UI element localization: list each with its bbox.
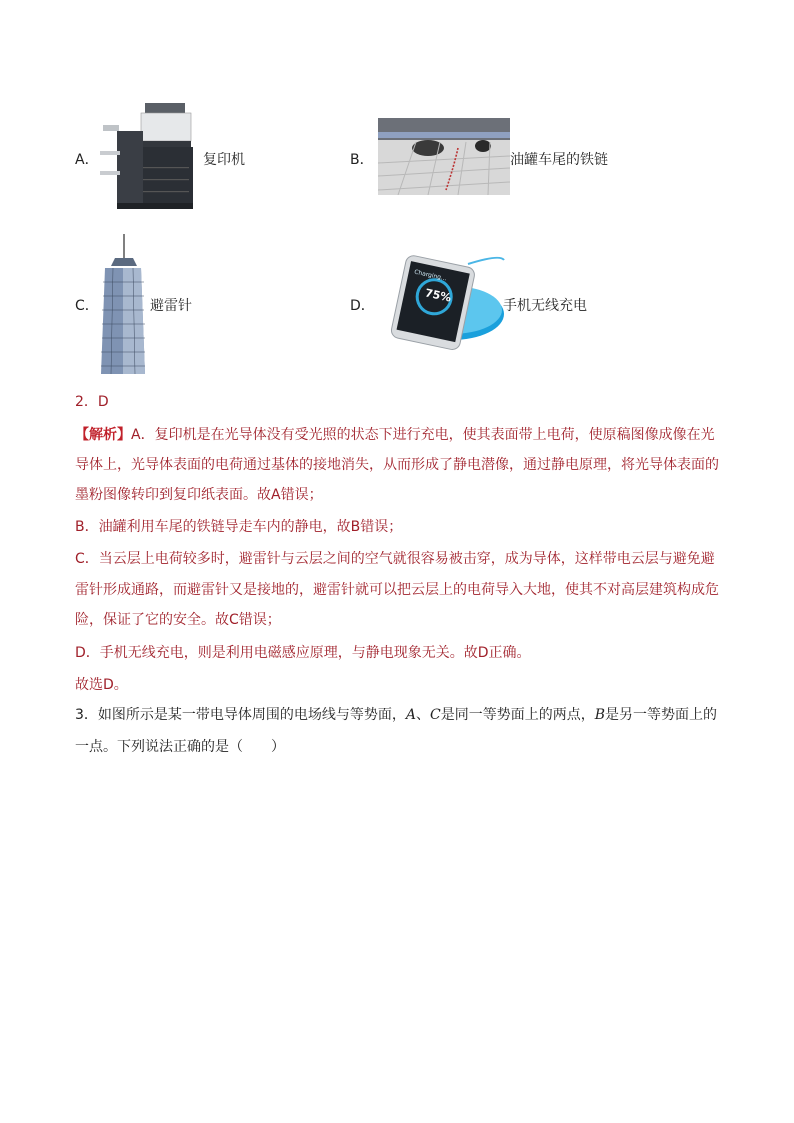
analysis-line-8: D．手机无线充电，则是利用电磁感应原理，与静电现象无关。故D正确。 [75, 645, 531, 661]
analysis-line-1 [75, 425, 715, 445]
option-a-letter: A． [75, 152, 99, 168]
analysis-line-4: B．油罐利用车尾的铁链导走车内的静电，故B错误； [75, 519, 403, 535]
question-3-separator: 、 [416, 707, 431, 723]
skyscraper-lightning-rod-image [97, 232, 149, 380]
option-c-caption: 避雷针 [150, 298, 192, 314]
analysis-line-5: C．当云层上电荷较多时，避雷针与云层之间的空气就很容易被击穿，成为导体，这样带电云层与避免避 [75, 551, 715, 567]
question-3-line-2: 一点。下列说法正确的是（ ） [75, 739, 285, 755]
question-3-text-c: 是另一等势面上的 [605, 707, 718, 723]
question-3-text-b: 是同一等势面上的两点， [440, 707, 595, 723]
option-c-letter: C． [75, 298, 99, 314]
phone-wireless-charging-image [380, 252, 506, 358]
option-d-caption: 手机无线充电 [503, 298, 587, 314]
phone-battery-percent: 75% [423, 286, 453, 305]
analysis-line-6: 雷针形成通路，而避雷针又是接地的，避雷针就可以把云层上的电荷导入大地，使其不对高层建筑构成危 [75, 582, 719, 598]
option-b-letter: B． [350, 152, 374, 168]
tanker-chain-image [378, 118, 510, 195]
option-a-caption: 复印机 [203, 152, 245, 168]
answer-line: 2．D [75, 394, 109, 410]
point-c-label: C [430, 707, 441, 723]
question-3-text-a: 3．如图所示是某一带电导体周围的电场线与等势面， [75, 707, 406, 723]
analysis-line-2: 导体上，光导体表面的电荷通过基体的接地消失，从而形成了静电潜像，通过静电原理，将光导体表面的 [75, 457, 719, 473]
analysis-tag: 【解析】 [75, 427, 131, 443]
analysis-line-3: 墨粉图像转印到复印纸表面。故A错误； [75, 487, 323, 503]
point-a-label: A [405, 707, 417, 723]
point-b-label: B [594, 707, 606, 723]
copier-image [97, 101, 202, 213]
analysis-text-1: A．复印机是在光导体没有受光照的状态下进行充电，使其表面带上电荷，使原稿图像成像在光 [131, 427, 715, 443]
option-d-letter: D． [350, 298, 375, 314]
phone-status-text: Charging... [413, 268, 448, 283]
question-3-line-1 [75, 705, 717, 725]
option-b-caption: 油罐车尾的铁链 [510, 152, 608, 168]
analysis-line-9: 故选D。 [75, 677, 128, 693]
analysis-line-7: 险，保证了它的安全。故C错误； [75, 612, 281, 628]
